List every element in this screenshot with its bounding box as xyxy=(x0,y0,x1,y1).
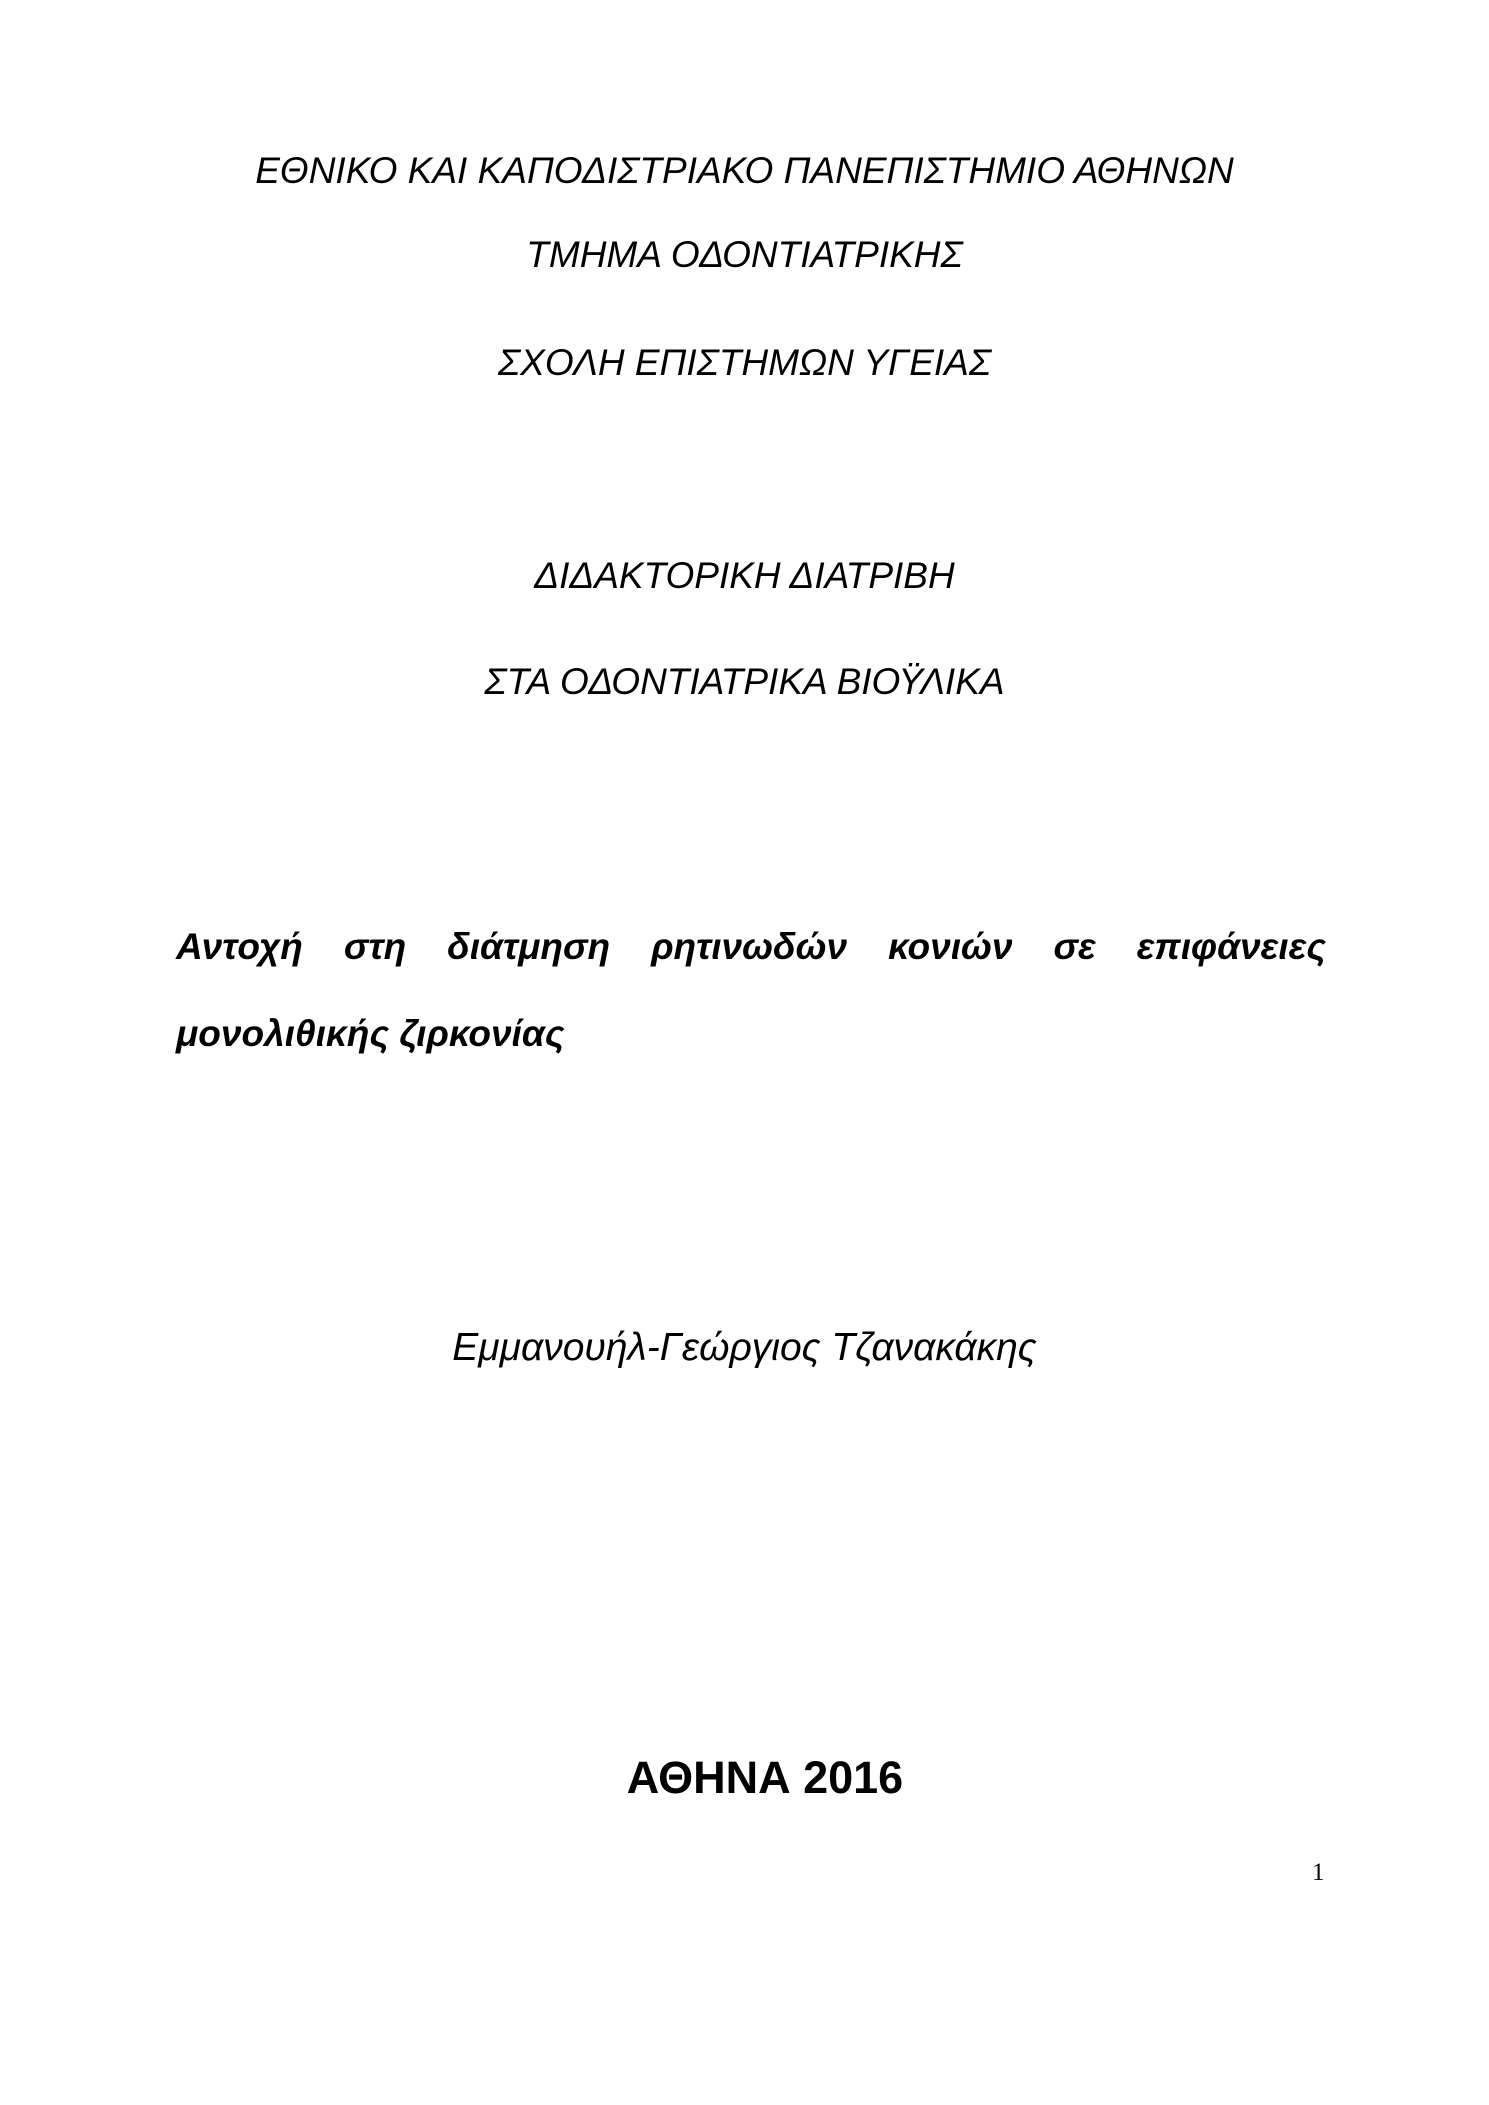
school-name: ΣΧΟΛΗ ΕΠΙΣΤΗΜΩΝ ΥΓΕΙΑΣ xyxy=(497,342,992,383)
title-word: ρητινωδών xyxy=(651,926,848,967)
title-word: κονιών xyxy=(888,926,1013,967)
thesis-title-line-1 xyxy=(176,928,1326,965)
title-word: Αντοχή xyxy=(176,926,303,967)
university-name: ΕΘΝΙΚΟ ΚΑΙ ΚΑΠΟΔΙΣΤΡΙΑΚΟ ΠΑΝΕΠΙΣΤΗΜΙΟ ΑΘΗΝΩΝ xyxy=(255,150,1234,191)
title-word: επιφάνειες xyxy=(1136,926,1326,967)
thesis-title-line-2: μονολιθικής ζιρκονίας xyxy=(176,1013,565,1054)
title-word: διάτμηση xyxy=(447,926,611,967)
thesis-type: ΔΙΔΑΚΤΟΡΙΚΗ ΔΙΑΤΡΙΒΗ xyxy=(534,555,955,596)
thesis-field: ΣΤΑ ΟΔΟΝΤΙΑΤΡΙΚΑ ΒΙΟΫΛΙΚΑ xyxy=(484,661,1005,702)
thesis-title xyxy=(176,928,1326,1052)
title-word: στη xyxy=(343,926,407,967)
city-year: ΑΘΗΝΑ 2016 xyxy=(626,1752,904,1803)
title-word: σε xyxy=(1053,926,1096,967)
department-name: ΤΜΗΜΑ ΟΔΟΝΤΙΑΤΡΙΚΗΣ xyxy=(526,234,963,275)
page-number: 1 xyxy=(1312,1859,1325,1886)
author-name: Εμμανουήλ-Γεώργιος Τζανακάκης xyxy=(452,1326,1037,1369)
